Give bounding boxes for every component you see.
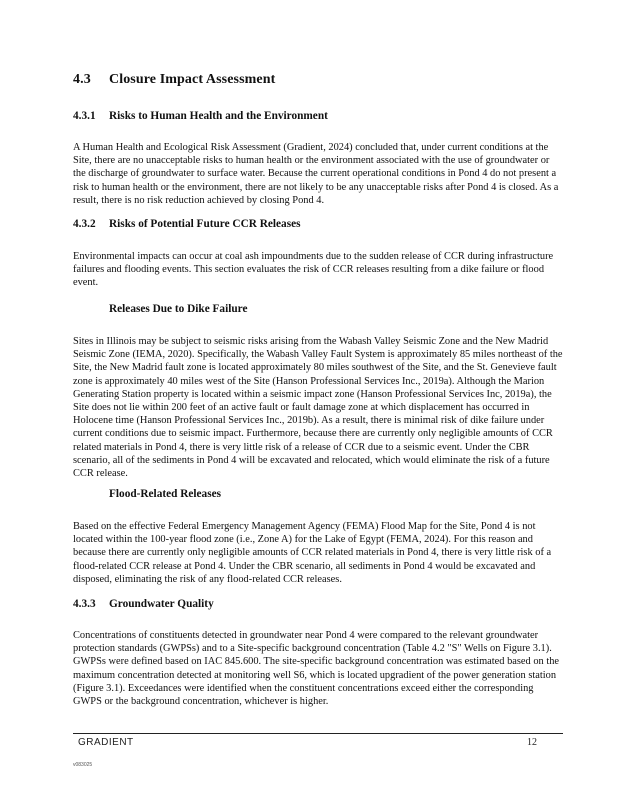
paragraph-flood-releases: Based on the effective Federal Emergency Management Agency (FEMA) Flood Map for the Site, Pond 4 is not located within the 100-year flood zone (i.e., Zone A) for the Lake of Egypt (FEMA, 2024). For this reason and because there are currently only negligible amounts of CCR related materials in Pond 4, there is very little risk of a flood-related CCR release at Pond 4. Under the CBR scenario, all sediments in Pond 4 would be excavated and disposed, eliminating the risk of any flood-related CCR releases. — [73, 521, 552, 585]
subsection-number: 4.3.1 — [73, 110, 96, 122]
section-heading — [73, 72, 275, 88]
subsection-title: Risks of Potential Future CCR Releases — [109, 218, 301, 230]
paragraph-dike-failure: Sites in Illinois may be subject to seismic risks arising from the Wabash Valley Seismic Zone and the New Madrid Seismic Zone (IEMA, 2020). Specifically, the Wabash Valley Fault System is approximately 85 miles northeast of the Site, the New Madrid fault zone is located approximately 80 miles southwest of the Site, and the St. Genevieve fault zone is approximately 40 miles west of the Site (Hanson Professional Services Inc., 2019a). Although the Marion Generating Station property is located within a seismic impact zone (Hanson Professional Services Inc, 2019a), the Site does not lie within 200 feet of an active fault or fault damage zone at which displacement has occurred in Holocene time (Hanson Professional Services Inc., 2019b). As a result, there is minimal risk of dike failure under current conditions due to seismic impact. Furthermore, because there are currently only negligible amounts of CCR related materials in Pond 4, there is very little risk of a release of CCR due to a seismic event. Under the CBR scenario, all of the sediments in Pond 4 will be excavated and relocated, which would eliminate the risk of a future CCR release. — [73, 336, 563, 480]
section-number: 4.3 — [73, 72, 91, 87]
page-number: 12 — [527, 737, 537, 748]
subsection-heading-groundwater — [73, 598, 214, 610]
subsection-title: Groundwater Quality — [109, 598, 214, 610]
heading-flood-releases: Flood-Related Releases — [109, 488, 222, 500]
document-code: v083025 — [73, 762, 93, 768]
footer-logo: GRADIENT — [78, 737, 134, 748]
section-title: Closure Impact Assessment — [109, 72, 276, 87]
paragraph-environmental-impacts: Environmental impacts can occur at coal ash impoundments due to the sudden release of CCR during infrastructure failures and flooding events. This section evaluates the risk of CCR releases resulting from a dike failure or flood event. — [73, 251, 554, 289]
subsection-title: Risks to Human Health and the Environment — [109, 110, 328, 122]
heading-dike-failure: Releases Due to Dike Failure — [109, 303, 248, 315]
subsection-number: 4.3.3 — [73, 598, 96, 610]
subsection-heading-ccr-releases — [73, 218, 301, 230]
footer-rule — [73, 733, 563, 734]
subsection-heading-risks — [73, 110, 328, 122]
subsection-number: 4.3.2 — [73, 218, 96, 230]
paragraph-groundwater: Concentrations of constituents detected in groundwater near Pond 4 were compared to the relevant groundwater protection standards (GWPSs) and to a Site-specific background concentration (Table 4.2 "S" Wells on Figure 3.1). GWPSs were defined based on IAC 845.600. The site-specific background concentration was estimated based on the maximum concentration detected at monitoring well S6, which is located upgradient of the power generation station (Figure 3.1). Exceedances were identified when the constituent concentrations exceed either the corresponding GWPS or the background concentration, whichever is higher. — [73, 630, 560, 708]
paragraph-risk-assessment: A Human Health and Ecological Risk Assessment (Gradient, 2024) concluded that, under current conditions at the Site, there are no unacceptable risks to human health or the environment associated with the use of groundwater or the discharge of groundwater to surface water. Because the current operational conditions in Pond 4 do not present a risk to human health or the environment, there are not likely to be any unacceptable risks after Pond 4 is closed. As a result, there is no risk reduction achieved by closing Pond 4. — [73, 142, 559, 206]
